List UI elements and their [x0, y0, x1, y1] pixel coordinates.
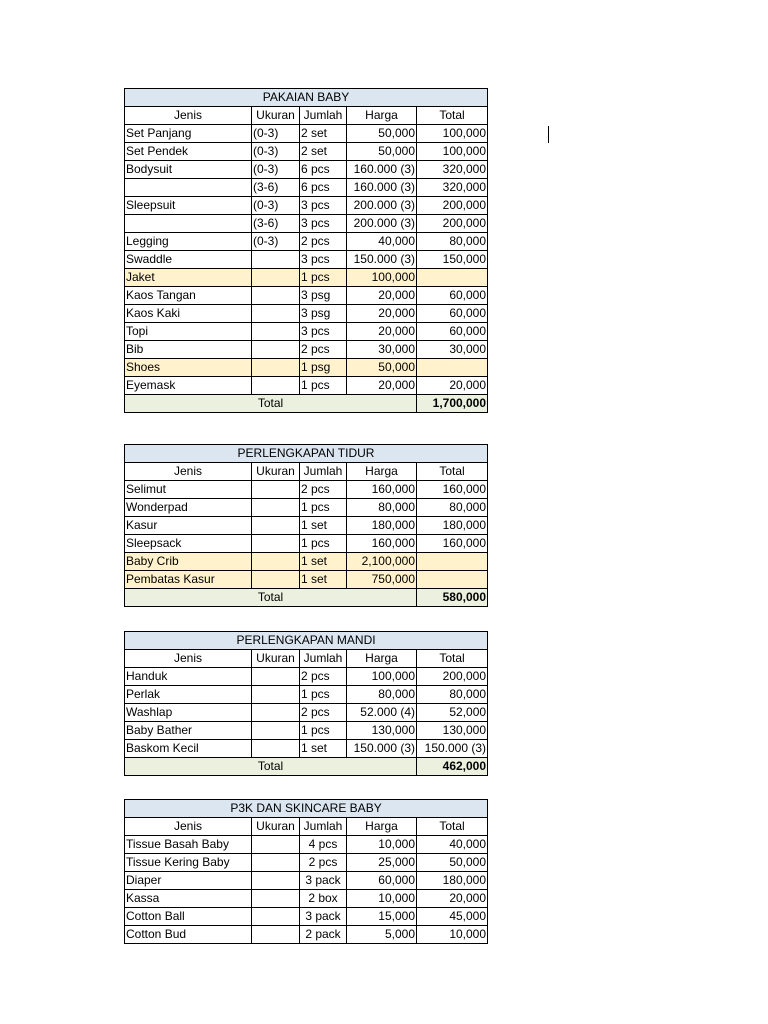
cell-ukuran[interactable]: [252, 251, 300, 269]
cell-total[interactable]: 150.000 (3): [417, 740, 488, 758]
cell-jenis[interactable]: Baby Bather: [125, 722, 252, 740]
cell-ukuran[interactable]: [252, 926, 300, 944]
grand-total-value[interactable]: 1,700,000: [417, 395, 488, 413]
table-row: [125, 305, 488, 323]
cell-total[interactable]: 200,000: [417, 668, 488, 686]
cell-ukuran[interactable]: [252, 481, 300, 499]
cell-jenis[interactable]: Jaket: [125, 269, 252, 287]
cell-jumlah[interactable]: 2 pcs: [300, 854, 347, 872]
cell-harga[interactable]: 50,000: [347, 143, 417, 161]
cell-harga[interactable]: 52.000 (4): [347, 704, 417, 722]
column-header[interactable]: Jenis: [125, 818, 252, 836]
cell-total[interactable]: 180,000: [417, 872, 488, 890]
section-title[interactable]: P3K DAN SKINCARE BABY: [125, 800, 488, 818]
cell-jumlah[interactable]: 1 pcs: [300, 377, 347, 395]
grand-total-value[interactable]: 580,000: [417, 589, 488, 607]
cell-harga[interactable]: 80,000: [347, 686, 417, 704]
cell-ukuran[interactable]: [252, 908, 300, 926]
header-row: [125, 107, 488, 125]
cell-jumlah[interactable]: 3 pack: [300, 872, 347, 890]
cell-jenis[interactable]: Kasur: [125, 517, 252, 535]
table-row: [125, 161, 488, 179]
column-header[interactable]: Ukuran: [252, 650, 300, 668]
cell-ukuran[interactable]: [252, 517, 300, 535]
column-header[interactable]: Jenis: [125, 107, 252, 125]
cell-harga[interactable]: 100,000: [347, 269, 417, 287]
cell-jumlah[interactable]: 2 pcs: [300, 233, 347, 251]
column-header[interactable]: Total: [417, 463, 488, 481]
cell-total[interactable]: 320,000: [417, 179, 488, 197]
cell-ukuran[interactable]: [252, 890, 300, 908]
table-row: [125, 553, 488, 571]
total-label[interactable]: Total: [125, 589, 417, 607]
cell-total[interactable]: 20,000: [417, 890, 488, 908]
cell-jumlah[interactable]: 1 set: [300, 517, 347, 535]
column-header[interactable]: Total: [417, 818, 488, 836]
cell-jumlah[interactable]: 3 pcs: [300, 323, 347, 341]
column-header[interactable]: Harga: [347, 463, 417, 481]
cell-ukuran[interactable]: [252, 287, 300, 305]
cell-jenis[interactable]: Baby Crib: [125, 553, 252, 571]
cell-jenis[interactable]: Set Pendek: [125, 143, 252, 161]
cell-ukuran[interactable]: [252, 553, 300, 571]
cell-ukuran[interactable]: (3-6): [252, 215, 300, 233]
cell-jenis[interactable]: Kassa: [125, 890, 252, 908]
cell-jumlah[interactable]: 3 pack: [300, 908, 347, 926]
cell-jenis[interactable]: Shoes: [125, 359, 252, 377]
column-header[interactable]: Total: [417, 107, 488, 125]
cell-harga[interactable]: 20,000: [347, 287, 417, 305]
table-row: [125, 481, 488, 499]
table-section-1: [124, 88, 488, 413]
cell-jumlah[interactable]: 2 pack: [300, 926, 347, 944]
cell-harga[interactable]: 750,000: [347, 571, 417, 589]
cell-total[interactable]: 80,000: [417, 499, 488, 517]
table-row: [125, 722, 488, 740]
cell-total[interactable]: 150,000: [417, 251, 488, 269]
cell-harga[interactable]: 10,000: [347, 836, 417, 854]
cell-total[interactable]: 30,000: [417, 341, 488, 359]
cell-harga[interactable]: 2,100,000: [347, 553, 417, 571]
cell-jenis[interactable]: Wonderpad: [125, 499, 252, 517]
cell-jenis[interactable]: Kaos Kaki: [125, 305, 252, 323]
column-header[interactable]: Harga: [347, 650, 417, 668]
cell-jumlah[interactable]: 1 pcs: [300, 686, 347, 704]
header-row: [125, 650, 488, 668]
table-row: [125, 890, 488, 908]
cell-jumlah[interactable]: 1 pcs: [300, 535, 347, 553]
column-header[interactable]: Total: [417, 650, 488, 668]
cell-ukuran[interactable]: [252, 836, 300, 854]
cell-total[interactable]: 60,000: [417, 287, 488, 305]
cell-total[interactable]: 160,000: [417, 535, 488, 553]
cell-total[interactable]: 80,000: [417, 686, 488, 704]
section-title[interactable]: PAKAIAN BABY: [125, 89, 488, 107]
section-title-row: [125, 632, 488, 650]
cell-ukuran[interactable]: [252, 323, 300, 341]
column-header[interactable]: Jumlah: [300, 650, 347, 668]
cell-harga[interactable]: 40,000: [347, 233, 417, 251]
cell-harga[interactable]: 20,000: [347, 323, 417, 341]
cell-jenis[interactable]: Set Panjang: [125, 125, 252, 143]
table-row: [125, 535, 488, 553]
cell-jenis[interactable]: Swaddle: [125, 251, 252, 269]
cell-ukuran[interactable]: (0-3): [252, 143, 300, 161]
section-title-row: [125, 89, 488, 107]
cell-jenis[interactable]: Cotton Ball: [125, 908, 252, 926]
cell-harga[interactable]: 10,000: [347, 890, 417, 908]
cell-total[interactable]: [417, 571, 488, 589]
table-row: [125, 341, 488, 359]
cell-ukuran[interactable]: [252, 668, 300, 686]
cell-harga[interactable]: 180,000: [347, 517, 417, 535]
cell-ukuran[interactable]: [252, 686, 300, 704]
cell-harga[interactable]: 130,000: [347, 722, 417, 740]
cell-total[interactable]: 45,000: [417, 908, 488, 926]
column-header[interactable]: Harga: [347, 107, 417, 125]
table-row: [125, 571, 488, 589]
cell-jumlah[interactable]: 2 pcs: [300, 704, 347, 722]
cell-harga[interactable]: 25,000: [347, 854, 417, 872]
cell-jumlah[interactable]: 3 psg: [300, 305, 347, 323]
cell-total[interactable]: [417, 359, 488, 377]
cell-total[interactable]: 80,000: [417, 233, 488, 251]
cell-total[interactable]: 52,000: [417, 704, 488, 722]
cell-total[interactable]: 200,000: [417, 215, 488, 233]
cell-jenis[interactable]: Topi: [125, 323, 252, 341]
cell-ukuran[interactable]: (3-6): [252, 179, 300, 197]
section-title[interactable]: PERLENGKAPAN MANDI: [125, 632, 488, 650]
column-header[interactable]: Ukuran: [252, 107, 300, 125]
cell-jumlah[interactable]: 3 psg: [300, 287, 347, 305]
table-row: [125, 359, 488, 377]
cell-harga[interactable]: 5,000: [347, 926, 417, 944]
table-row: [125, 143, 488, 161]
cell-total[interactable]: 320,000: [417, 161, 488, 179]
cell-ukuran[interactable]: [252, 359, 300, 377]
cell-harga[interactable]: 20,000: [347, 377, 417, 395]
column-header[interactable]: Jumlah: [300, 107, 347, 125]
cell-total[interactable]: 180,000: [417, 517, 488, 535]
cell-ukuran[interactable]: [252, 535, 300, 553]
total-row: [125, 395, 488, 413]
cell-ukuran[interactable]: [252, 377, 300, 395]
cell-ukuran[interactable]: (0-3): [252, 233, 300, 251]
cell-ukuran[interactable]: [252, 872, 300, 890]
cell-harga[interactable]: 160.000 (3): [347, 179, 417, 197]
cell-ukuran[interactable]: [252, 704, 300, 722]
column-header[interactable]: Ukuran: [252, 818, 300, 836]
cell-ukuran[interactable]: (0-3): [252, 197, 300, 215]
cell-total[interactable]: 100,000: [417, 125, 488, 143]
table-row: [125, 251, 488, 269]
table-row: [125, 854, 488, 872]
cell-total[interactable]: 130,000: [417, 722, 488, 740]
table-row: [125, 668, 488, 686]
table-section-3: [124, 631, 488, 776]
cell-jenis[interactable]: Baskom Kecil: [125, 740, 252, 758]
total-row: [125, 758, 488, 776]
cell-total[interactable]: 20,000: [417, 377, 488, 395]
cell-jumlah[interactable]: 3 pcs: [300, 197, 347, 215]
column-header[interactable]: Jumlah: [300, 818, 347, 836]
cell-harga[interactable]: 150.000 (3): [347, 251, 417, 269]
cell-jenis[interactable]: Bodysuit: [125, 161, 252, 179]
table-row: [125, 908, 488, 926]
total-label[interactable]: Total: [125, 758, 417, 776]
table-row: [125, 233, 488, 251]
column-header[interactable]: Jenis: [125, 650, 252, 668]
cell-harga[interactable]: 80,000: [347, 499, 417, 517]
table-row: [125, 323, 488, 341]
total-label[interactable]: Total: [125, 395, 417, 413]
cell-ukuran[interactable]: (0-3): [252, 161, 300, 179]
cell-jumlah[interactable]: 1 set: [300, 553, 347, 571]
cell-jenis[interactable]: Handuk: [125, 668, 252, 686]
cell-jenis[interactable]: Tissue Basah Baby: [125, 836, 252, 854]
cell-jenis[interactable]: Washlap: [125, 704, 252, 722]
table-row: [125, 215, 488, 233]
cell-jumlah[interactable]: 1 pcs: [300, 722, 347, 740]
cell-harga[interactable]: 200.000 (3): [347, 197, 417, 215]
cell-harga[interactable]: 160,000: [347, 481, 417, 499]
cell-total[interactable]: 10,000: [417, 926, 488, 944]
cell-total[interactable]: 60,000: [417, 323, 488, 341]
text-cursor: [548, 126, 549, 143]
cell-total[interactable]: 100,000: [417, 143, 488, 161]
section-title-row: [125, 445, 488, 463]
cell-ukuran[interactable]: [252, 740, 300, 758]
table-row: [125, 377, 488, 395]
cell-jumlah[interactable]: 6 pcs: [300, 179, 347, 197]
cell-jenis[interactable]: Perlak: [125, 686, 252, 704]
cell-ukuran[interactable]: [252, 499, 300, 517]
cell-ukuran[interactable]: (0-3): [252, 125, 300, 143]
cell-total[interactable]: 60,000: [417, 305, 488, 323]
cell-jumlah[interactable]: 2 box: [300, 890, 347, 908]
table-row: [125, 704, 488, 722]
table-row: [125, 269, 488, 287]
total-row: [125, 589, 488, 607]
table-section-2: [124, 444, 488, 607]
cell-harga[interactable]: 150.000 (3): [347, 740, 417, 758]
cell-ukuran[interactable]: [252, 305, 300, 323]
cell-jenis[interactable]: Sleepsuit: [125, 197, 252, 215]
cell-harga[interactable]: 50,000: [347, 359, 417, 377]
cell-ukuran[interactable]: [252, 722, 300, 740]
cell-jumlah[interactable]: 1 psg: [300, 359, 347, 377]
cell-total[interactable]: 40,000: [417, 836, 488, 854]
table-row: [125, 517, 488, 535]
cell-harga[interactable]: 100,000: [347, 668, 417, 686]
table-row: [125, 926, 488, 944]
cell-jenis[interactable]: Bib: [125, 341, 252, 359]
cell-harga[interactable]: 160.000 (3): [347, 161, 417, 179]
cell-jenis[interactable]: [125, 215, 252, 233]
cell-ukuran[interactable]: [252, 341, 300, 359]
column-header[interactable]: Jenis: [125, 463, 252, 481]
cell-jenis[interactable]: Eyemask: [125, 377, 252, 395]
table-row: [125, 740, 488, 758]
cell-harga[interactable]: 200.000 (3): [347, 215, 417, 233]
cell-jumlah[interactable]: 4 pcs: [300, 836, 347, 854]
cell-jumlah[interactable]: 1 pcs: [300, 269, 347, 287]
cell-jenis[interactable]: Tissue Kering Baby: [125, 854, 252, 872]
cell-harga[interactable]: 15,000: [347, 908, 417, 926]
cell-jumlah[interactable]: 2 pcs: [300, 341, 347, 359]
cell-jumlah[interactable]: 2 pcs: [300, 668, 347, 686]
section-title[interactable]: PERLENGKAPAN TIDUR: [125, 445, 488, 463]
cell-jenis[interactable]: Cotton Bud: [125, 926, 252, 944]
cell-jumlah[interactable]: 3 pcs: [300, 251, 347, 269]
cell-total[interactable]: 200,000: [417, 197, 488, 215]
cell-jumlah[interactable]: 3 pcs: [300, 215, 347, 233]
table-row: [125, 179, 488, 197]
cell-total[interactable]: 50,000: [417, 854, 488, 872]
cell-total[interactable]: 160,000: [417, 481, 488, 499]
cell-jumlah[interactable]: 2 set: [300, 143, 347, 161]
cell-harga[interactable]: 160,000: [347, 535, 417, 553]
table-row: [125, 872, 488, 890]
cell-harga[interactable]: 20,000: [347, 305, 417, 323]
cell-ukuran[interactable]: [252, 854, 300, 872]
cell-jenis[interactable]: Sleepsack: [125, 535, 252, 553]
cell-harga[interactable]: 30,000: [347, 341, 417, 359]
cell-jumlah[interactable]: 2 set: [300, 125, 347, 143]
table-row: [125, 686, 488, 704]
cell-jenis[interactable]: Pembatas Kasur: [125, 571, 252, 589]
cell-ukuran[interactable]: [252, 269, 300, 287]
column-header[interactable]: Ukuran: [252, 463, 300, 481]
cell-jumlah[interactable]: 2 pcs: [300, 481, 347, 499]
cell-jenis[interactable]: Kaos Tangan: [125, 287, 252, 305]
header-row: [125, 463, 488, 481]
cell-jenis[interactable]: Selimut: [125, 481, 252, 499]
cell-jumlah[interactable]: 1 set: [300, 740, 347, 758]
table-row: [125, 287, 488, 305]
cell-jenis[interactable]: Diaper: [125, 872, 252, 890]
cell-jumlah[interactable]: 6 pcs: [300, 161, 347, 179]
table-row: [125, 125, 488, 143]
table-row: [125, 836, 488, 854]
cell-harga[interactable]: 50,000: [347, 125, 417, 143]
table-row: [125, 499, 488, 517]
cell-jenis[interactable]: Legging: [125, 233, 252, 251]
table-section-4: [124, 799, 488, 944]
column-header[interactable]: Jumlah: [300, 463, 347, 481]
cell-ukuran[interactable]: [252, 571, 300, 589]
table-row: [125, 197, 488, 215]
column-header[interactable]: Harga: [347, 818, 417, 836]
cell-jenis[interactable]: [125, 179, 252, 197]
cell-total[interactable]: [417, 269, 488, 287]
grand-total-value[interactable]: 462,000: [417, 758, 488, 776]
cell-jumlah[interactable]: 1 set: [300, 571, 347, 589]
cell-jumlah[interactable]: 1 pcs: [300, 499, 347, 517]
section-title-row: [125, 800, 488, 818]
cell-harga[interactable]: 60,000: [347, 872, 417, 890]
header-row: [125, 818, 488, 836]
cell-total[interactable]: [417, 553, 488, 571]
